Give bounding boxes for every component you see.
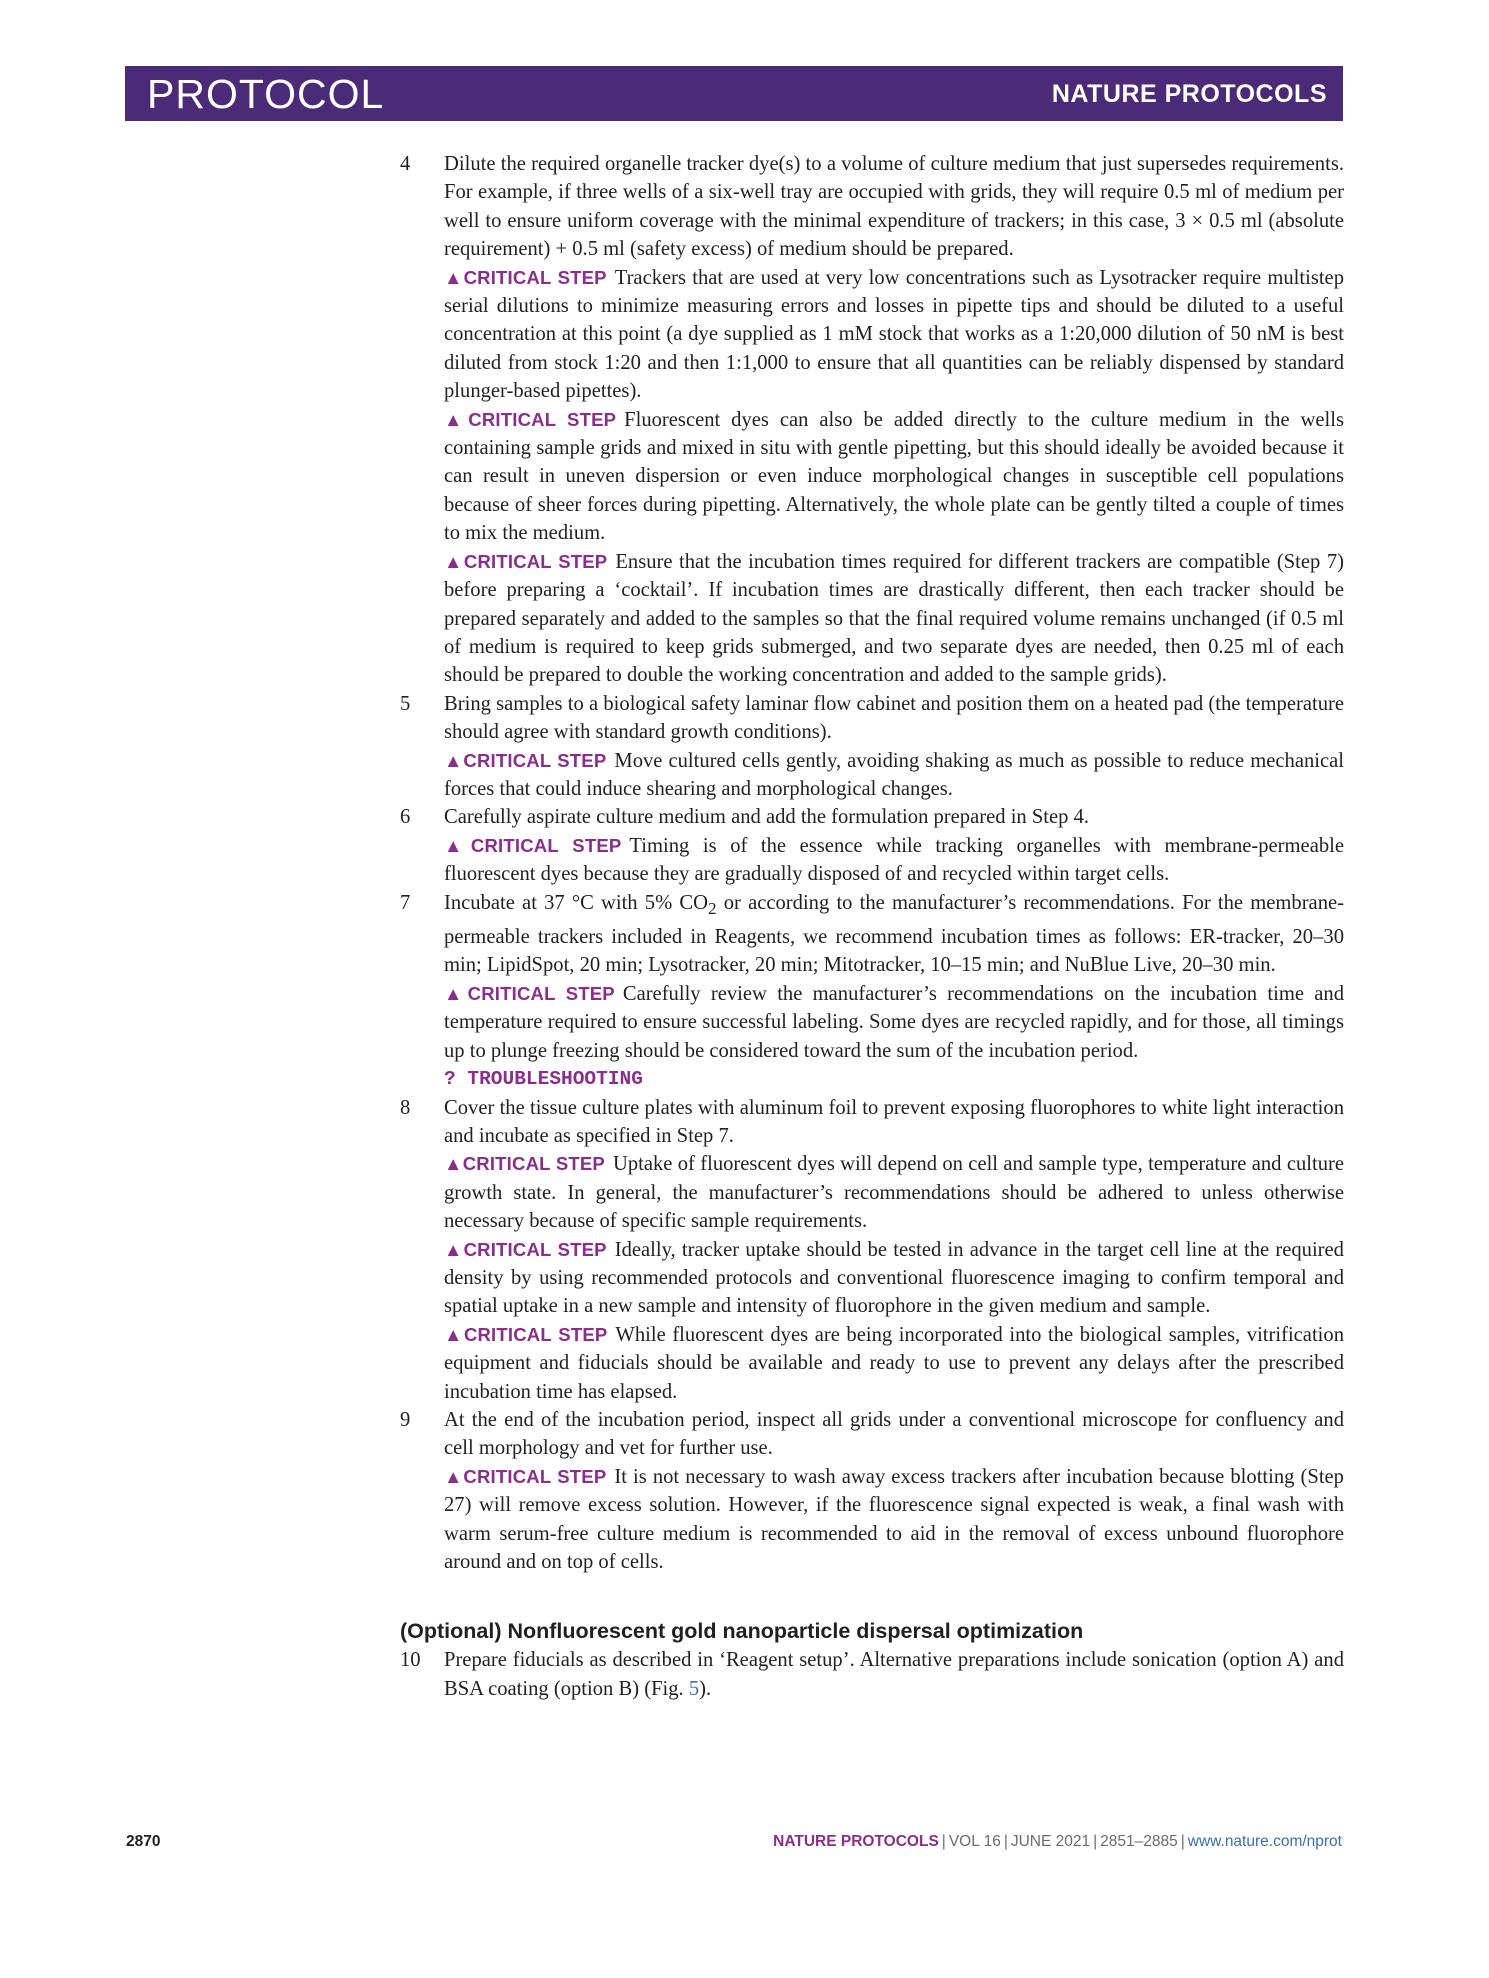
critical-step-label: ▲CRITICAL STEP — [444, 749, 607, 771]
journal-name: NATURE PROTOCOLS — [1051, 80, 1327, 108]
step-number: 5 — [400, 692, 411, 715]
page-number: 2870 — [126, 1833, 161, 1850]
step-text: Dilute the required organelle tracker dye(s) to a volume of culture medium that just supersedes requirements. For example, if three wells of a six-well tray are occupied with grids, they will require 0.5 ml of medium per well to ensure uniform coverage with the minimal expenditure of trackers; in this case, 3 × 0.5 ml (absolute requirement) + 0.5 ml (safety excess) of medium should be prepared. — [444, 153, 1344, 261]
step-text-part: Incubate at 37 °C with 5% CO — [444, 891, 709, 914]
footer-url-link[interactable]: www.nature.com/nprot — [1187, 1833, 1342, 1850]
footer-volume: VOL 16 — [948, 1833, 1001, 1850]
step-9 — [400, 1406, 1344, 1576]
critical-step-note — [444, 406, 1344, 548]
step-number: 10 — [400, 1649, 421, 1672]
critical-step-text: Move cultured cells gently, avoiding shaking as much as possible to reduce mechanical forces that could induce shearing and morphological changes. — [444, 749, 1345, 800]
step-number: 8 — [400, 1096, 411, 1119]
critical-step-label: ▲CRITICAL STEP — [444, 1238, 607, 1260]
critical-step-label: ▲CRITICAL STEP — [444, 1465, 607, 1487]
critical-step-text: Uptake of fluorescent dyes will depend on cell and sample type, temperature and culture growth state. In general, the manufacturer’s recommendations should be adhered to unless otherwise necessary because of specific sample requirements. — [444, 1153, 1344, 1233]
section-heading: (Optional) Nonfluorescent gold nanoparticle dispersal optimization — [400, 1619, 1084, 1644]
critical-step-text: It is not necessary to wash away excess trackers after incubation because blotting (Step 27) will remove excess solution. However, if the fluorescence signal expected is weak, a final wash with warm serum-free culture medium is recommended to aid in the removal of excess unbound fluorophore around and on top of cells. — [444, 1465, 1344, 1574]
step-text-part: ). — [699, 1677, 712, 1700]
critical-step-note — [444, 832, 1344, 889]
step-text — [444, 889, 1344, 980]
critical-step-text: Carefully review the manufacturer’s recommendations on the incubation time and temperature required to ensure successful labeling. Some dyes are recycled rapidly, and for those, all timings up to plunge freezing should be considered toward the sum of the incubation period. — [444, 982, 1344, 1062]
article-body — [400, 150, 1344, 1703]
critical-step-note — [444, 1236, 1344, 1321]
critical-step-label: ▲CRITICAL STEP — [444, 266, 607, 288]
footer-citation — [773, 1833, 1342, 1851]
step-number: 4 — [400, 153, 411, 175]
critical-step-note — [444, 1321, 1344, 1406]
critical-step-note — [444, 980, 1344, 1065]
critical-step-text: Ensure that the incubation times required for different trackers are compatible (Step 7) before preparing a ‘cocktail’. If incubation times are drastically different, then each tracker should be prepared separately and added to the samples so that the final required volume remains unchanged (if 0.5 ml of medium is required to keep grids submerged, and two separate dyes are needed, then 0.25 ml of each should be prepared to double the working concentration and added to the sample grids). — [444, 550, 1345, 687]
critical-step-text: Timing is of the essence while tracking organelles with membrane-permeable fluorescent dyes because they are gradually disposed of and recycled within target cells. — [444, 834, 1344, 886]
step-number: 7 — [400, 891, 411, 914]
figure-reference-link[interactable]: 5 — [688, 1677, 700, 1700]
critical-step-text: While fluorescent dyes are being incorporated into the biological samples, vitrification equipment and fiducials should be available and ready to use to prevent any delays after the prescribed incubation time has elapsed. — [444, 1323, 1344, 1403]
critical-step-text: Trackers that are used at very low concentrations such as Lysotracker require multistep serial dilutions to minimize measuring errors and losses in pipette tips and should be diluted to a useful concentration at this point (a dye supplied as 1 mM stock that works as a 1:20,000 dilution of 50 nM is best diluted from stock 1:20 and then 1:1,000 to ensure that all quantities can be reliably dispensed by standard plunger-based pipettes). — [444, 266, 1344, 403]
footer-date: JUNE 2021 — [1010, 1833, 1091, 1850]
step-6 — [400, 803, 1344, 888]
critical-step-note — [444, 264, 1344, 406]
step-10 — [400, 1646, 1344, 1703]
footer-separator: | — [941, 1833, 946, 1850]
step-text: Carefully aspirate culture medium and add the formulation prepared in Step 4. — [444, 806, 1090, 829]
step-text: At the end of the incubation period, inspect all grids under a conventional microscope for confluency and cell morphology and vet for further use. — [444, 1408, 1344, 1460]
footer-journal: NATURE PROTOCOLS — [773, 1833, 939, 1850]
step-7 — [400, 889, 1344, 1094]
critical-step-text: Fluorescent dyes can also be added directly to the culture medium in the wells containing sample grids and mixed in situ with gentle pipetting, but this should ideally be avoided because it can result in uneven dispersion or even induce morphological changes in susceptible cell populations because of sheer forces during pipetting. Alternatively, the whole plate can be gently tilted a couple of times to mix the medium. — [444, 408, 1344, 545]
critical-step-label: ▲CRITICAL STEP — [444, 550, 608, 572]
step-text: Cover the tissue culture plates with aluminum foil to prevent exposing fluorophores to white light interaction and incubate as specified in Step 7. — [444, 1096, 1344, 1147]
critical-step-label: ▲CRITICAL STEP — [444, 408, 617, 430]
step-text-part: or according to the manufacturer’s recommendations. For the membrane-permeable trackers included in Reagents, we recommend incubation times as follows: ER-tracker, 20–30 min; LipidSpot, 20 min; Lysotracker, 20 min; Mitotracker, 10–15 min; and NuBlue Live, 20–30 min. — [444, 891, 1344, 977]
step-text — [444, 1646, 1344, 1703]
footer-pages: 2851–2885 — [1100, 1833, 1178, 1850]
critical-step-note — [444, 1463, 1344, 1577]
critical-step-note — [444, 747, 1344, 804]
step-number: 9 — [400, 1408, 411, 1431]
troubleshooting-link[interactable]: ? TROUBLESHOOTING — [444, 1068, 643, 1091]
section-label: PROTOCOL — [147, 71, 385, 117]
header-banner — [125, 66, 1343, 121]
step-text-part: Prepare fiducials as described in ‘Reagent setup’. Alternative preparations include sonication (option A) and BSA coating (option B) (Fig. — [444, 1649, 1344, 1700]
step-number: 6 — [400, 806, 411, 829]
co2-subscript: 2 — [708, 898, 717, 918]
critical-step-label: ▲CRITICAL STEP — [444, 834, 622, 856]
critical-step-note — [444, 548, 1344, 690]
footer-separator: | — [1003, 1833, 1008, 1850]
step-8 — [400, 1094, 1344, 1406]
critical-step-label: ▲CRITICAL STEP — [444, 1323, 608, 1345]
critical-step-label: ▲CRITICAL STEP — [444, 1153, 605, 1175]
footer-separator: | — [1180, 1833, 1185, 1850]
critical-step-note — [444, 1150, 1344, 1235]
critical-step-label: ▲CRITICAL STEP — [444, 982, 615, 1004]
step-5 — [400, 690, 1344, 804]
footer-separator: | — [1093, 1833, 1098, 1850]
critical-step-text: Ideally, tracker uptake should be tested in advance in the target cell line at the required density by using recommended protocols and conventional fluorescence imaging to confirm temporal and spatial uptake in a new sample and intensity of fluorophore in the given medium and sample. — [444, 1238, 1344, 1318]
step-4 — [400, 150, 1344, 690]
step-text: Bring samples to a biological safety laminar flow cabinet and position them on a heated pad (the temperature should agree with standard growth conditions). — [444, 692, 1344, 744]
